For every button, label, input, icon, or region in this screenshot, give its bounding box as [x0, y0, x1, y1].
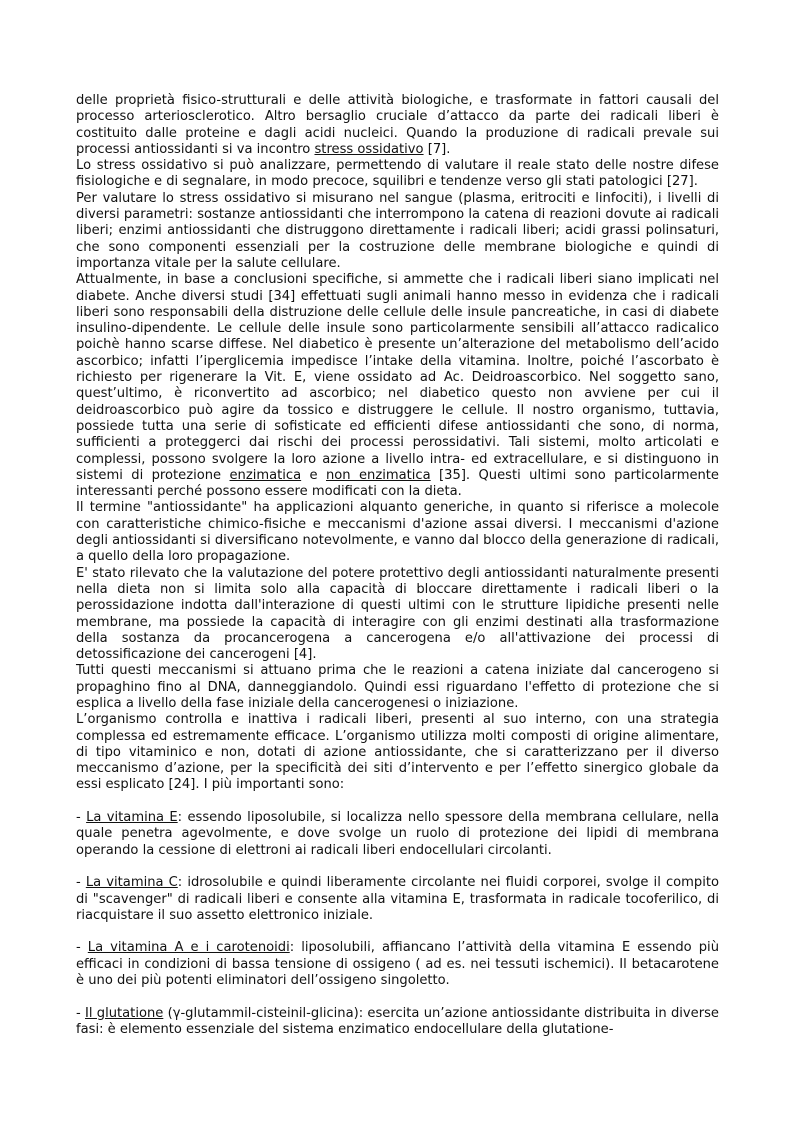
underlined-term: Il glutatione — [85, 1005, 164, 1021]
document-page — [76, 93, 719, 1038]
body-paragraph — [76, 810, 719, 859]
paragraph-text: [35]. Questi ultimi sono particolarmente interessanti perché possono essere modificati con la dieta. — [76, 467, 719, 500]
paragraph-text: - — [76, 875, 86, 891]
paragraph-text: delle proprietà fisico-strutturali e delle attività biologiche, e trasformate in fattori causali del processo arteriosclerotico. Altro bersaglio cruciale d’attacco da parte dei radicali liberi è costituito dalle proteine e dagli acidi nucleici. Quando la produzione di radicali prevale sui processi antiossidanti si va incontro — [76, 93, 719, 157]
paragraph-text: Per valutare lo stress ossidativo si misurano nel sangue (plasma, eritrociti e linfociti), i livelli di diversi parametri: sostanze antiossidanti che interrompono la catena di reazioni dovute ai radicali liberi; enzimi antiossidanti che distruggono direttamente i radicali liberi; acidi grassi polinsaturi, che sono componenti essenziali per la costruzione delle membrane biologiche e quindi di importanza vitale per la salute cellulare. — [76, 190, 719, 271]
paragraph-text: Il termine "antiossidante" ha applicazioni alquanto generiche, in quanto si riferisce a molecole con caratteristiche chimico-fisiche e meccanismi d'azione assai diversi. I meccanismi d'azione degli antiossidanti si diversificano notevolmente, e vanno dal blocco della generazione di radicali, a quello della loro propagazione. — [76, 500, 719, 565]
paragraph-text: (γ-glutammil-cisteinil-glicina): esercita un’azione antiossidante distribuita in diverse fasi: è elemento essenziale del sistema enzimatico endocellulare della glutatione- — [76, 1005, 719, 1037]
body-paragraph — [76, 875, 719, 924]
paragraph-text: [7]. — [423, 141, 451, 157]
paragraph-text: Attualmente, in base a conclusioni specifiche, si ammette che i radicali liberi siano implicati nel diabete. Anche diversi studi [34] effettuati sugli animali hanno messo in evidenza che i radicali liberi sono responsabili della distruzione delle cellule delle insule pancreatiche, in casi di diabete insulino-dipendente. Le cellule delle insule sono particolarmente sensibili all’attacco radicalico poichè hanno scarse diffese. Nel diabetico è presente un’alterazione del metabolismo dell’acido ascorbico; infatti l’iperglicemia impedisce l’intake della vitamina. Inoltre, poiché l’ascorbato è richiesto per rigenerare la Vit. E, viene ossidato ad Ac. Deidroascorbico. Nel soggetto sano, quest’ultimo, è riconvertito ad ascorbico; nel diabetico questo non avviene per cui il deidroascorbico può agire da tossico e distruggere le cellule. Il nostro organismo, tuttavia, possiede tutta una serie di sofisticate ed efficienti difese antiossidanti che sono, di norma, sufficienti a proteggerci dai rischi dei processi perossidativi. Tali sistemi, molto articolati e complessi, possono svolgere la loro azione a livello intra- ed extracellulare, e si distinguono in sistemi di protezione — [76, 272, 719, 483]
underlined-term: non enzimatica — [326, 467, 431, 483]
body-paragraph — [76, 93, 719, 158]
paragraph-text: : liposolubili, affiancano l’attività della vitamina E essendo più efficaci in condizioni di bassa tensione di ossigeno ( ad es. nei tessuti ischemici). Il betacarotene è uno dei più potenti eliminatori dell’ossigeno singoletto. — [76, 940, 719, 989]
paragraph-text: Lo stress ossidativo si può analizzare, permettendo di valutare il reale stato delle nostre difese fisiologiche e di segnalare, in modo precoce, squilibri e tendenze verso gli stati patologici [27]. — [76, 158, 719, 190]
paragraph-text: - — [76, 810, 87, 826]
paragraph-text: - — [76, 940, 88, 956]
paragraph-text: e — [301, 467, 326, 483]
paragraph-text: L’organismo controlla e inattiva i radicali liberi, presenti al suo interno, con una strategia complessa ed estremamente efficace. L’organismo utilizza molti composti di origine alimentare, di tipo vitaminico e non, dotati di azione antiossidante, che si caratterizzano per il diverso meccanismo d’azione, per la specificità dei siti d’intervento e per l’effetto sinergico globale da essi esplicato [24]. I più importanti sono: — [76, 712, 719, 793]
paragraph-text: Tutti questi meccanismi si attuano prima che le reazioni a catena iniziate dal cancerogeno si propaghino fino al DNA, danneggiandolo. Quindi essi riguardano l'effetto di protezione che si esplica a livello della fase iniziale della cancerogenesi o iniziazione. — [76, 663, 719, 711]
underlined-term: La vitamina C — [85, 875, 178, 891]
body-paragraph — [76, 500, 719, 565]
underlined-term: La vitamina A e i carotenoidi — [87, 940, 290, 956]
paragraph-text: : idrosolubile e quindi liberamente circolante nei fluidi corporei, svolge il compito di "scavenger" di radicali liberi e consente alla vitamina E, trasformata in radicale tocoferilico, di riacquistare il suo assetto elettronico iniziale. — [76, 875, 720, 923]
underlined-term: La vitamina E — [86, 810, 178, 826]
paragraph-spacer — [76, 794, 719, 810]
body-paragraph — [76, 158, 719, 191]
body-paragraph — [76, 663, 719, 712]
paragraph-spacer — [76, 989, 719, 1005]
underlined-term: enzimatica — [229, 467, 302, 483]
body-paragraph — [76, 566, 719, 664]
paragraph-text: E' stato rilevato che la valutazione del potere protettivo degli antiossidanti naturalmente presenti nella dieta non si limita solo alla capacità di bloccare direttamente i radicali liberi o la perossidazione indotta dall'interazione di questi ultimi con le strutture lipidiche presenti nelle membrane, ma possiede la capacità di interagire con gli enzimi destinati alla trasformazione della sostanza da procancerogena a cancerogena e/o all'attivazione dei processi di detossificazione dei cancerogeni [4]. — [76, 565, 719, 663]
body-paragraph — [76, 712, 719, 793]
body-paragraph — [76, 940, 719, 989]
body-paragraph — [76, 272, 719, 500]
paragraph-text: - — [76, 1005, 85, 1021]
paragraph-text: : essendo liposolubile, si localizza nello spessore della membrana cellulare, nella quale penetra agevolmente, e dove svolge un ruolo di protezione dei lipidi di membrana operando la cessione di elettroni ai radicali liberi endocellulari circolanti. — [76, 810, 719, 858]
paragraph-spacer — [76, 859, 719, 875]
underlined-term: stress ossidativo — [314, 141, 424, 157]
body-paragraph — [76, 191, 719, 272]
body-paragraph — [76, 1006, 719, 1039]
paragraph-spacer — [76, 924, 719, 940]
